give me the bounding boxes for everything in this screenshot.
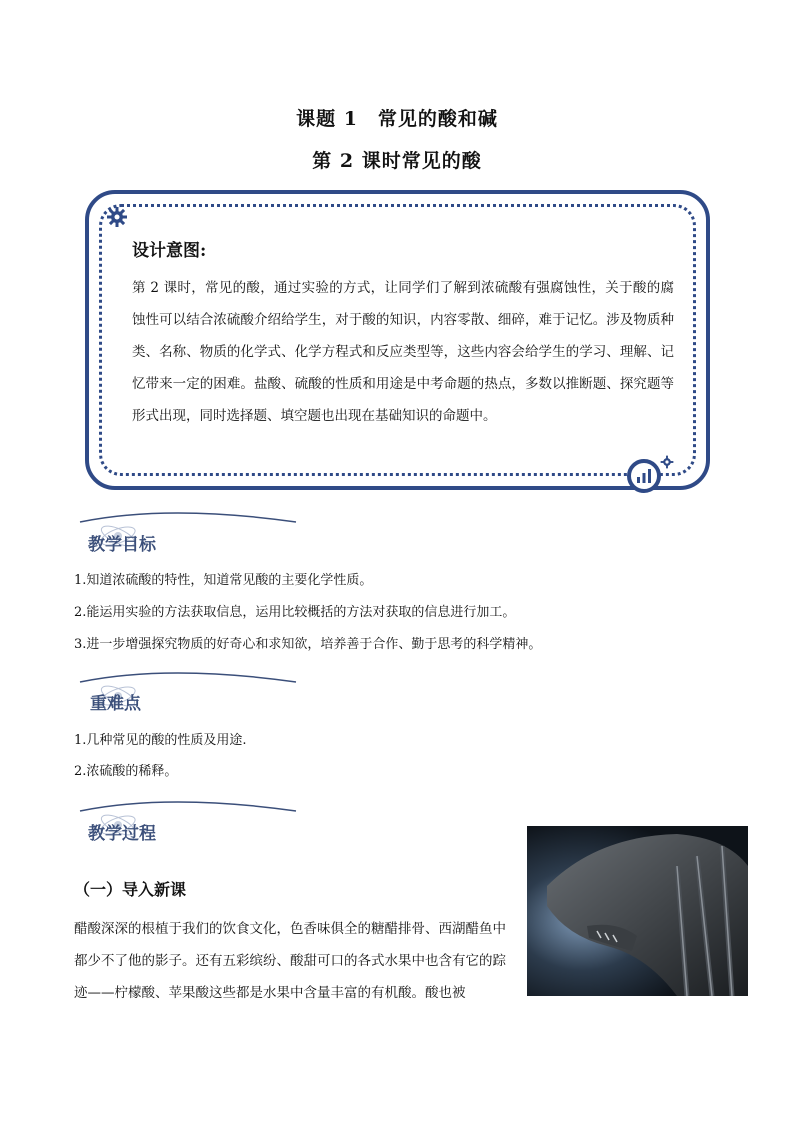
goal-item-3: 3.进一步增强探究物质的好奇心和求知欲，培养善于合作、勤于思考的科学精神。 bbox=[74, 637, 542, 652]
creature-photo bbox=[527, 826, 748, 996]
gear-icon bbox=[660, 455, 674, 469]
goal-item-1: 1.知道浓硫酸的特性，知道常见酸的主要化学性质。 bbox=[74, 573, 373, 588]
subsection-heading: （一）导入新课 bbox=[74, 880, 187, 899]
gear-icon bbox=[106, 206, 128, 228]
page-subtitle: 第 2 课时常见的酸 bbox=[312, 150, 482, 172]
design-intent-heading: 设计意图: bbox=[132, 241, 207, 261]
design-intent-body: 第 2 课时，常见的酸，通过实验的方式，让同学们了解到浓硫酸有强腐蚀性，关于酸的腐蚀性可以结合浓硫酸介绍给学生，对于酸的知识，内容零散、细碎，难于记忆。涉及物质种类、名称、物质的化学式、化学方程式和反应类型等，这些内容会给学生的学习、理解、记忆带来一定的困难。盐酸、硫酸的性质和用途是中考命题的热点，多数以推断题、探究题等形式出现，同时选择题、填空题也出现在基础知识的命题中。 bbox=[132, 280, 674, 424]
key-point-item-1: 1.几种常见的酸的性质及用途. bbox=[74, 733, 247, 748]
bar-chart-icon bbox=[627, 459, 661, 493]
key-point-item-2: 2.浓硫酸的稀释。 bbox=[74, 764, 178, 779]
section-title-process: 教学过程 bbox=[88, 824, 156, 844]
section-title-goals: 教学目标 bbox=[88, 535, 156, 555]
page-title: 课题 1 常见的酸和碱 bbox=[296, 108, 498, 130]
section-title-key-points: 重难点 bbox=[90, 694, 141, 714]
intro-paragraph: 醋酸深深的根植于我们的饮食文化，色香味俱全的糖醋排骨、西湖醋鱼中都少不了他的影子。还有五彩缤纷、酸甜可口的各式水果中也含有它的踪迹——柠檬酸、苹果酸这些都是水果中含量丰富的有机酸。酸也被 bbox=[74, 921, 506, 1001]
goal-item-2: 2.能运用实验的方法获取信息，运用比较概括的方法对获取的信息进行加工。 bbox=[74, 605, 516, 620]
